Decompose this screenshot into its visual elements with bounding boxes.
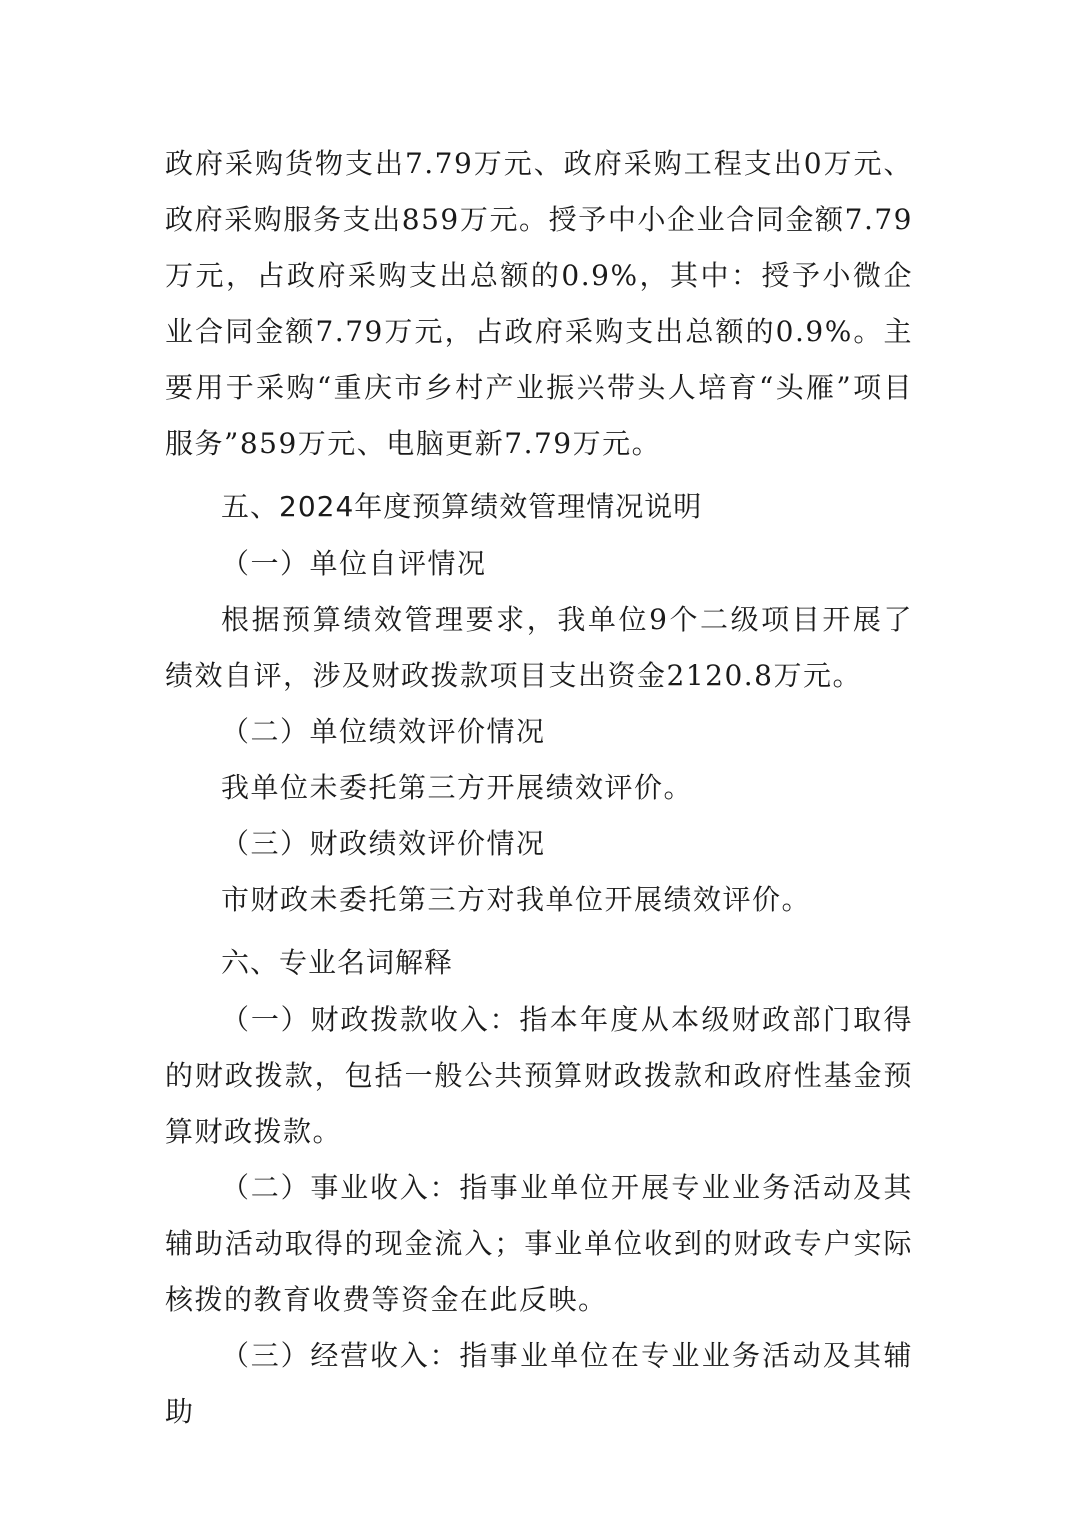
definition-item [165,992,913,1160]
definition-item [165,1328,913,1440]
section-5-1-text: 根据预算绩效管理要求，我单位9个二级项目开展了绩效自评，涉及财政拨款项目支出资金2120.8万元。 [165,603,913,692]
document-body [165,136,913,1440]
definition-text: 指事业单位在专业业务活动及其辅助 [165,1339,913,1428]
section-5-2-heading: （二）单位绩效评价情况 [221,715,546,748]
section-6-heading: 六、专业名词解释 [221,946,454,979]
section-5-3-text: 市财政未委托第三方对我单位开展绩效评价。 [221,883,812,916]
definition-text: 指事业单位开展专业业务活动及其辅助活动取得的现金流入；事业单位收到的财政专户实际核拨的教育收费等资金在此反映。 [165,1171,913,1316]
procurement-paragraph: 政府采购货物支出7.79万元、政府采购工程支出0万元、政府采购服务支出859万元。授予中小企业合同金额7.79万元，占政府采购支出总额的0.9%，其中：授予小微企业合同金额7.79万元，占政府采购支出总额的0.9%。主要用于采购“重庆市乡村产业振兴带头人培育“头雁”项目服务”859万元、电脑更新7.79万元。 [165,147,913,460]
section-5-2-text: 我单位未委托第三方开展绩效评价。 [221,771,694,804]
definition-item [165,1160,913,1328]
definition-term: （一）财政拨款收入： [221,1003,520,1036]
definition-term: （三）经营收入： [221,1339,460,1372]
definition-text: 指本年度从本级财政部门取得的财政拨款，包括一般公共预算财政拨款和政府性基金预算财政拨款。 [165,1003,913,1148]
definition-term: （二）事业收入： [221,1171,460,1204]
section-5-heading: 五、2024年度预算绩效管理情况说明 [221,490,703,523]
section-5-3-heading: （三）财政绩效评价情况 [221,827,546,860]
section-5-1-heading: （一）单位自评情况 [221,547,487,580]
